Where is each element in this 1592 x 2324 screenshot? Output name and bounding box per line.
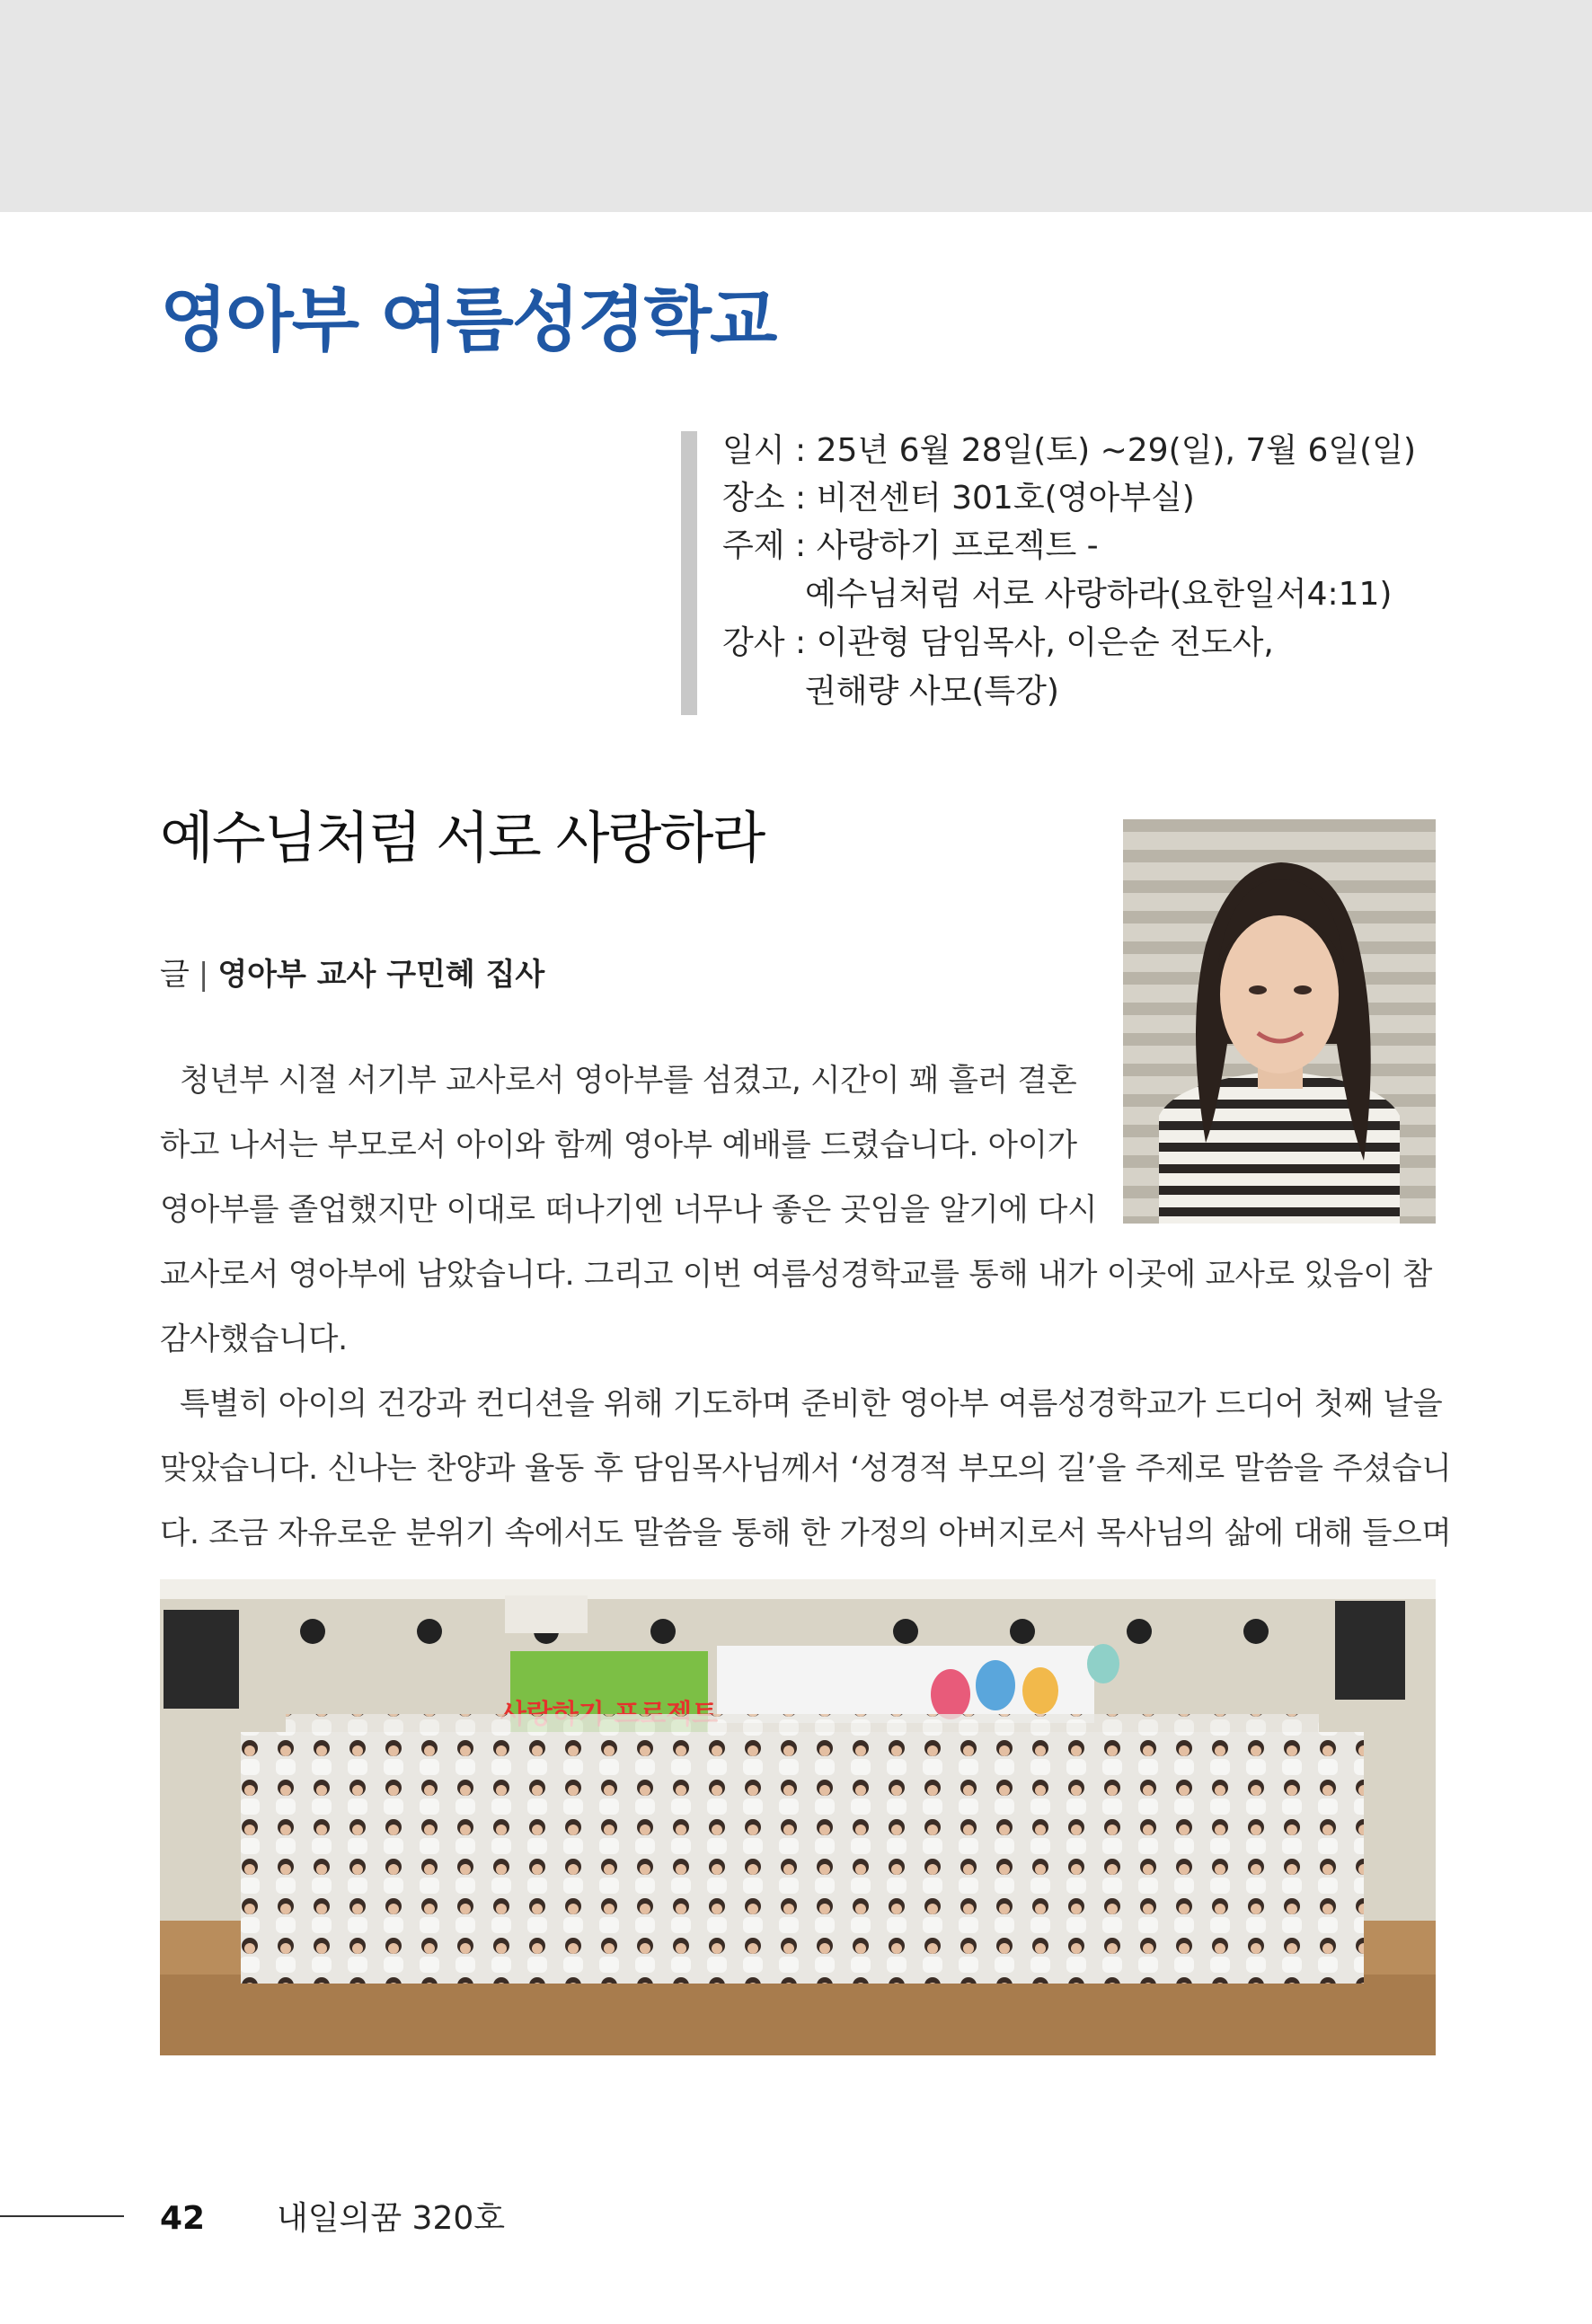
byline-prefix: 글 bbox=[160, 957, 190, 993]
body-line-8: 다. 조금 자유로운 분위기 속에서도 말씀을 통해 한 가정의 아버지로서 목사님의 삶에 대해 들으며 bbox=[160, 1515, 1452, 1551]
body-line-2: 하고 나서는 부모로서 아이와 함께 영아부 예배를 드렸습니다. 아이가 bbox=[160, 1127, 1077, 1163]
info-place: 장소 : 비전센터 301호(영아부실) bbox=[722, 480, 1195, 517]
footer-rule bbox=[0, 2215, 124, 2217]
body-line-5: 감사했습니다. bbox=[160, 1321, 348, 1357]
byline-author: 영아부 교사 구민혜 집사 bbox=[217, 957, 545, 993]
info-accent-bar bbox=[681, 431, 697, 715]
page-title: 영아부 여름성경학교 bbox=[160, 280, 776, 361]
top-band bbox=[0, 0, 1592, 212]
page-number: 42 bbox=[160, 2200, 206, 2237]
info-theme-continued: 예수님처럼 서로 사랑하라(요한일서4:11) bbox=[805, 576, 1393, 613]
group-photo bbox=[160, 1579, 1436, 2055]
body-line-6: 특별히 아이의 건강과 컨디션을 위해 기도하며 준비한 영아부 여름성경학교가 드디어 첫째 날을 bbox=[180, 1386, 1443, 1422]
article-title: 예수님처럼 서로 사랑하라 bbox=[160, 805, 765, 870]
info-theme: 주제 : 사랑하기 프로젝트 - bbox=[722, 527, 1099, 564]
issue-label: 내일의꿈 320호 bbox=[277, 2200, 506, 2237]
body-line-1: 청년부 시절 서기부 교사로서 영아부를 섬겼고, 시간이 꽤 흘러 결혼 bbox=[180, 1063, 1077, 1099]
info-speaker-continued: 권해량 사모(특강) bbox=[805, 673, 1059, 710]
byline-separator: | bbox=[198, 957, 209, 993]
byline bbox=[160, 957, 545, 993]
body-line-7: 맞았습니다. 신나는 찬양과 율동 후 담임목사님께서 ‘성경적 부모의 길’을 주제로 말씀을 주셨습니 bbox=[160, 1451, 1452, 1487]
event-info-box bbox=[681, 431, 1418, 715]
info-speaker: 강사 : 이관형 담임목사, 이은순 전도사, bbox=[722, 624, 1274, 661]
body-line-3: 영아부를 졸업했지만 이대로 떠나기엔 너무나 좋은 곳임을 알기에 다시 bbox=[160, 1192, 1098, 1228]
info-date: 일시 : 25년 6월 28일(토) ~29(일), 7월 6일(일) bbox=[722, 432, 1417, 469]
author-portrait bbox=[1123, 819, 1436, 1224]
body-line-4: 교사로서 영아부에 남았습니다. 그리고 이번 여름성경학교를 통해 내가 이곳에 교사로 있음이 참 bbox=[160, 1257, 1433, 1293]
